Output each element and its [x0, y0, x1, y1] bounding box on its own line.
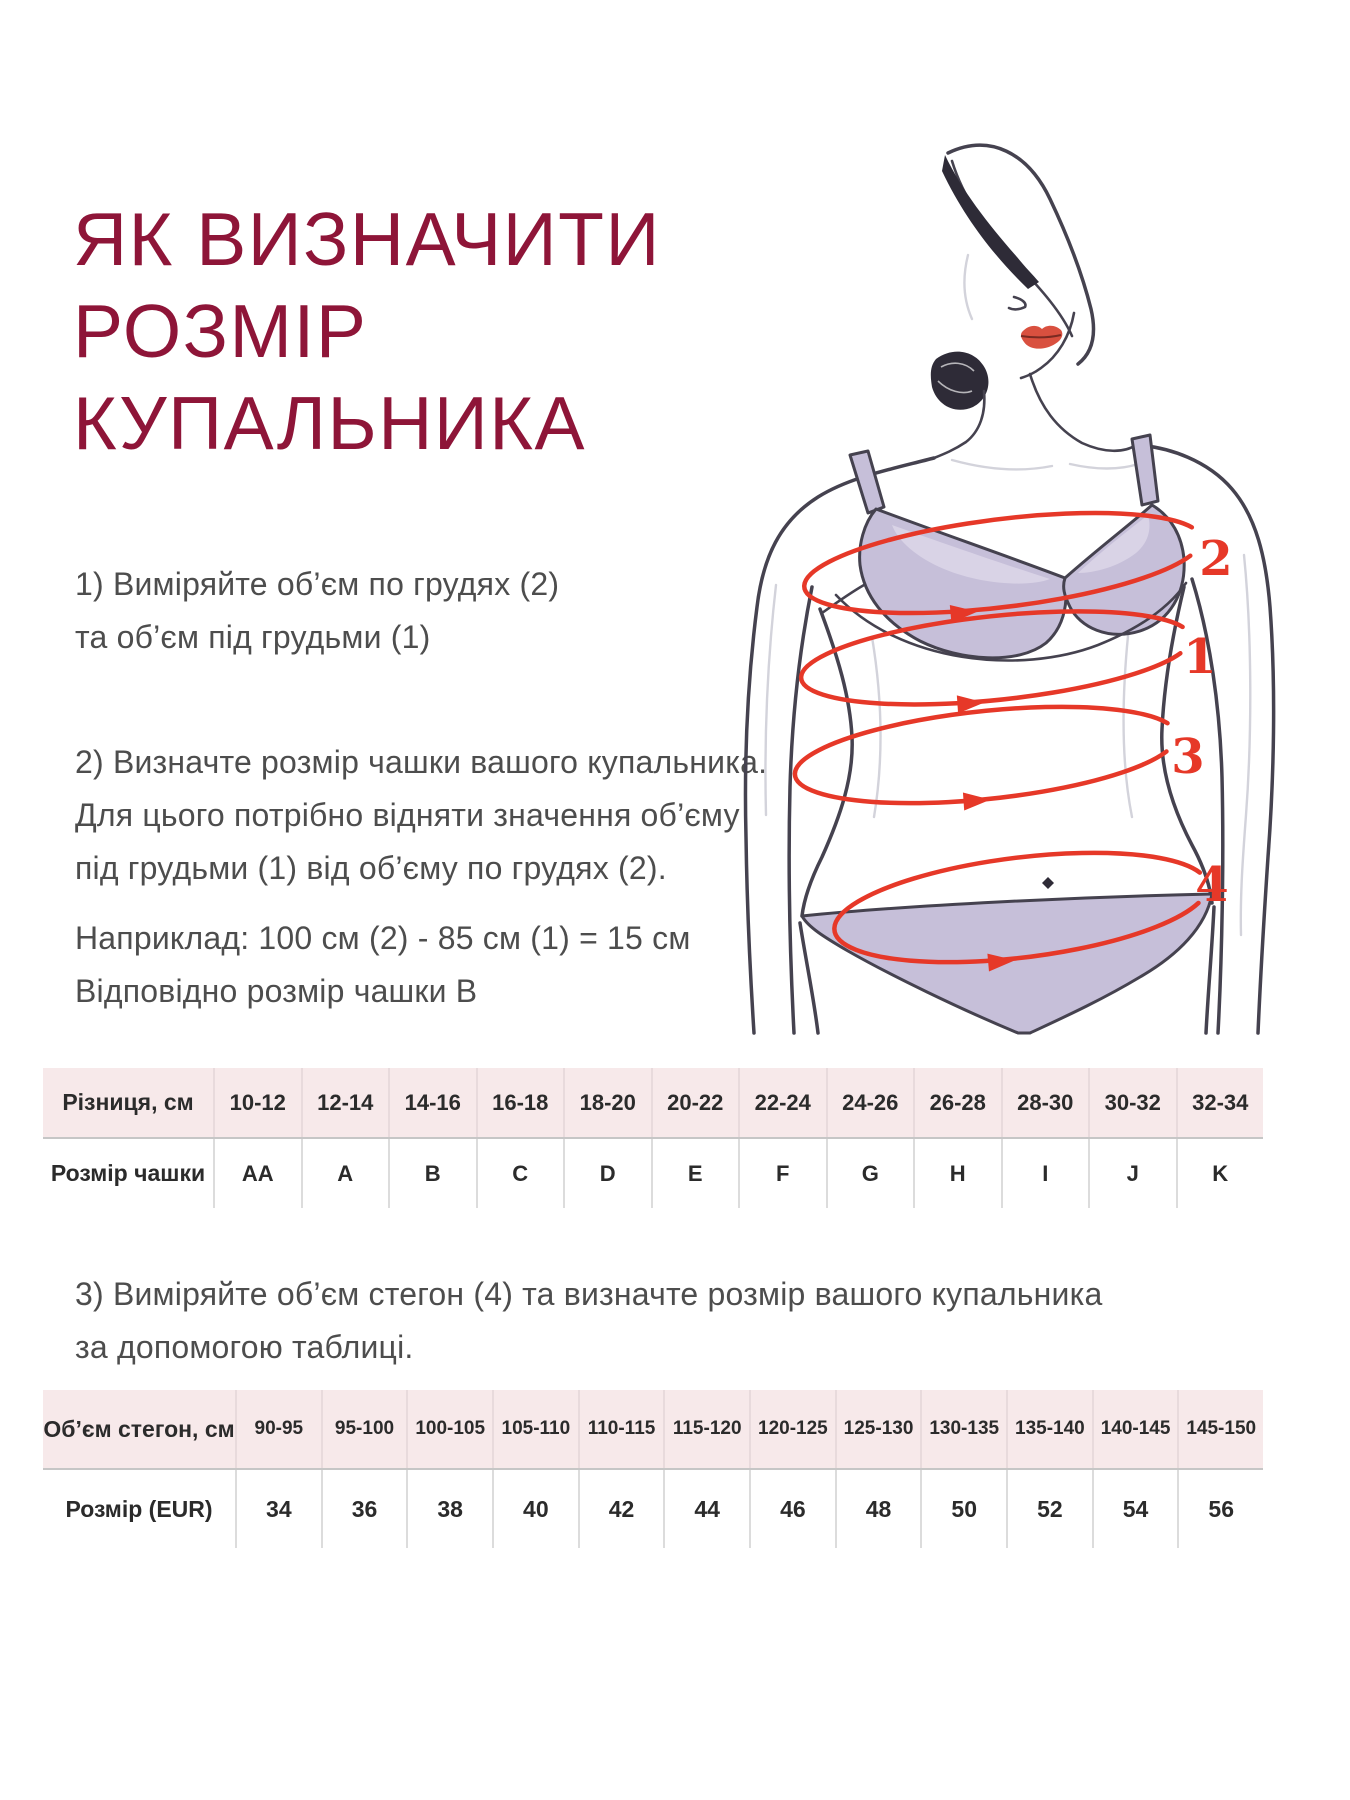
size-cell: 38 — [406, 1470, 492, 1548]
cup-table-cup-row — [43, 1137, 1263, 1208]
difference-cell: 24-26 — [826, 1068, 914, 1137]
step-3-text — [75, 1268, 1102, 1374]
difference-cell: 26-28 — [913, 1068, 1001, 1137]
hips-cell: 95-100 — [321, 1390, 407, 1468]
cup-cell: H — [913, 1139, 1001, 1208]
page-title-line-1: ЯК ВИЗНАЧИТИ — [73, 197, 661, 281]
cup-cell: I — [1001, 1139, 1089, 1208]
difference-cell: 16-18 — [476, 1068, 564, 1137]
hips-cell: 100-105 — [406, 1390, 492, 1468]
cup-cell: B — [388, 1139, 476, 1208]
difference-cell: 28-30 — [1001, 1068, 1089, 1137]
hips-cell: 110-115 — [578, 1390, 664, 1468]
size-cell: 44 — [663, 1470, 749, 1548]
cup-cell: D — [563, 1139, 651, 1208]
measure-label-underbust: 1 — [1183, 629, 1217, 685]
cup-cell: F — [738, 1139, 826, 1208]
hips-cell: 135-140 — [1006, 1390, 1092, 1468]
cup-size-table — [43, 1068, 1263, 1208]
figure-hair — [942, 145, 1093, 364]
page-title-line-3: КУПАЛЬНИКА — [73, 381, 586, 465]
cup-cell: K — [1176, 1139, 1264, 1208]
size-table-hips-row — [43, 1390, 1263, 1468]
cup-cell: C — [476, 1139, 564, 1208]
step-1-text — [75, 558, 559, 664]
difference-cell: 30-32 — [1088, 1068, 1176, 1137]
cup-cell: G — [826, 1139, 914, 1208]
step-2-text — [75, 736, 767, 895]
cup-cell: A — [301, 1139, 389, 1208]
step-3-line-2: за допомогою таблиці. — [75, 1329, 414, 1365]
bra-strap-left — [850, 451, 884, 513]
cup-cell: AA — [213, 1139, 301, 1208]
cup-table-cup-label: Розмір чашки — [50, 1160, 206, 1186]
cup-cell: E — [651, 1139, 739, 1208]
size-table-hips-label: Об’єм стегон, см — [43, 1415, 235, 1442]
hips-cell: 125-130 — [835, 1390, 921, 1468]
page-title-line-2: РОЗМІР — [73, 289, 368, 373]
hips-cell: 130-135 — [920, 1390, 1006, 1468]
step-1-line-2: та об’єм під грудьми (1) — [75, 619, 431, 655]
figure-nose — [1009, 297, 1025, 309]
size-cell: 36 — [321, 1470, 407, 1548]
difference-cell: 20-22 — [651, 1068, 739, 1137]
cup-table-difference-row — [43, 1068, 1263, 1137]
cup-cell: J — [1088, 1139, 1176, 1208]
size-cell: 34 — [235, 1470, 321, 1548]
difference-cell: 32-34 — [1176, 1068, 1264, 1137]
difference-cell: 18-20 — [563, 1068, 651, 1137]
figure-illustration — [700, 115, 1340, 1035]
example-line-2: Відповідно розмір чашки B — [75, 973, 478, 1009]
hips-cell: 140-145 — [1092, 1390, 1178, 1468]
measure-label-bust: 2 — [1199, 531, 1233, 587]
difference-cell: 22-24 — [738, 1068, 826, 1137]
size-cell: 40 — [492, 1470, 578, 1548]
example-line-1: Наприклад: 100 см (2) - 85 см (1) = 15 см — [75, 920, 691, 956]
difference-cell: 12-14 — [301, 1068, 389, 1137]
hips-cell: 90-95 — [235, 1390, 321, 1468]
size-cell: 52 — [1006, 1470, 1092, 1548]
eur-size-table — [43, 1390, 1263, 1548]
size-cell: 42 — [578, 1470, 664, 1548]
example-text — [75, 912, 691, 1018]
cup-table-difference-label: Різниця, см — [62, 1089, 194, 1115]
hips-cell: 115-120 — [663, 1390, 749, 1468]
size-cell: 54 — [1092, 1470, 1178, 1548]
step-2-line-1: 2) Визначте розмір чашки вашого купальника. — [75, 744, 768, 780]
measure-label-waist: 3 — [1171, 729, 1205, 785]
size-cell: 48 — [835, 1470, 921, 1548]
hips-cell: 145-150 — [1177, 1390, 1263, 1468]
hips-cell: 120-125 — [749, 1390, 835, 1468]
page-title — [73, 193, 661, 469]
step-2-line-3: під грудьми (1) від об’єму по грудях (2). — [75, 850, 667, 886]
size-cell: 56 — [1177, 1470, 1263, 1548]
size-table-size-label: Розмір (EUR) — [65, 1495, 213, 1522]
measure-arrowhead-icon — [963, 791, 991, 811]
difference-cell: 10-12 — [213, 1068, 301, 1137]
size-cell: 50 — [920, 1470, 1006, 1548]
size-table-size-row — [43, 1468, 1263, 1548]
step-2-line-2: Для цього потрібно відняти значення об’єму — [75, 797, 740, 833]
measure-label-hips: 4 — [1195, 857, 1229, 913]
step-1-line-1: 1) Виміряйте об’єм по грудях (2) — [75, 566, 560, 602]
figure-hair-bun — [931, 352, 989, 410]
hips-cell: 105-110 — [492, 1390, 578, 1468]
figure-navel — [1042, 877, 1054, 889]
step-3-line-1: 3) Виміряйте об’єм стегон (4) та визначте розмір вашого купальника — [75, 1276, 1103, 1312]
size-cell: 46 — [749, 1470, 835, 1548]
difference-cell: 14-16 — [388, 1068, 476, 1137]
